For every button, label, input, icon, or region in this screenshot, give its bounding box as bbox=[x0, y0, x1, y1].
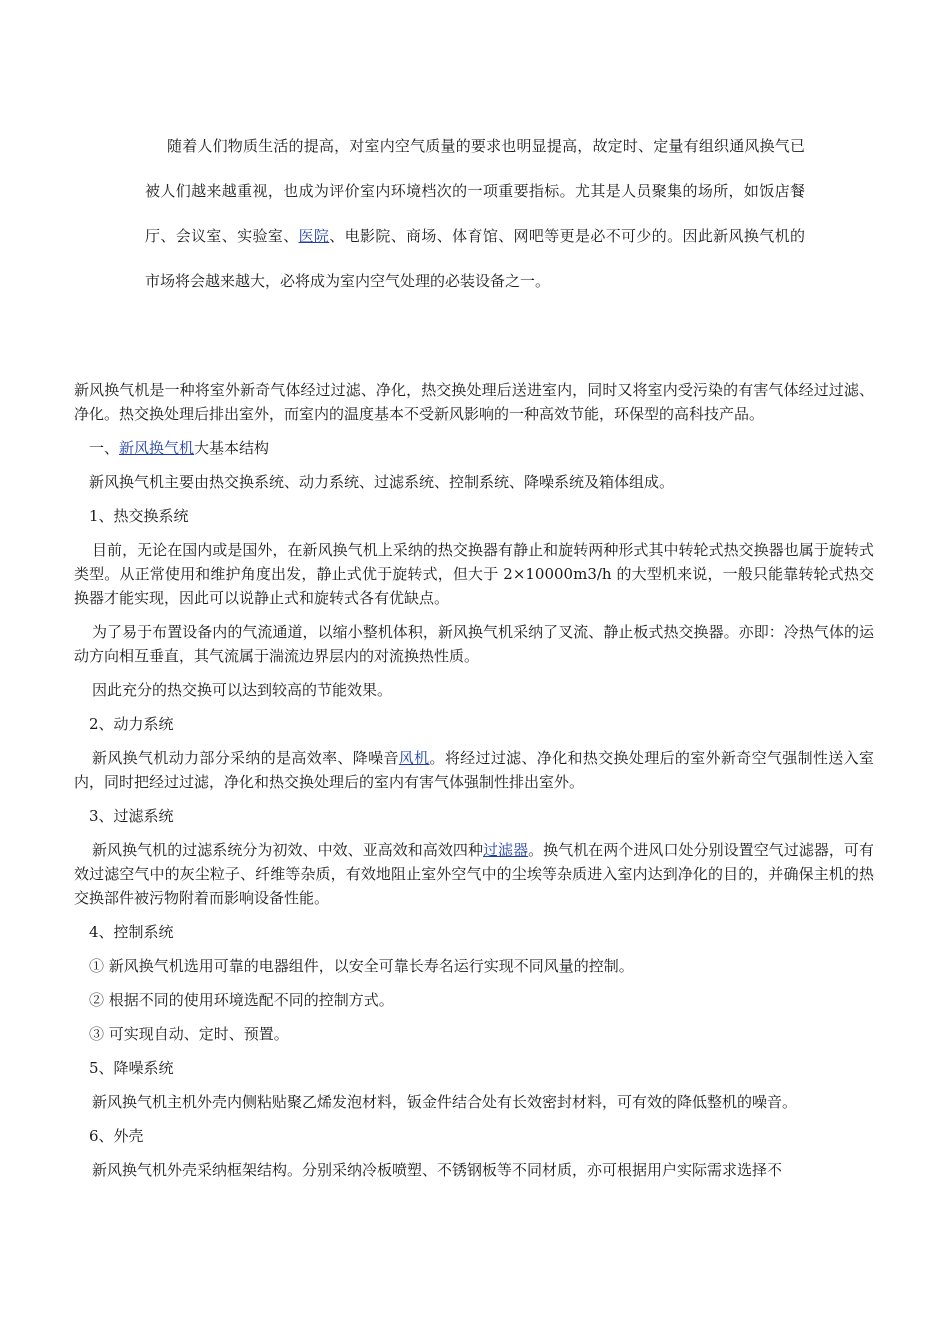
fan-link[interactable]: 风机 bbox=[398, 749, 430, 767]
control-item-1: ① 新风换气机选用可靠的电器组件，以安全可靠长寿名运行实现不同风量的控制。 bbox=[89, 957, 634, 975]
section-heading-basic-structure bbox=[74, 436, 874, 460]
heat-exchange-paragraph-1: 目前，无论在国内或是国外，在新风换气机上采纳的热交换器有静止和旋转两种形式其中转轮式热交换器也属于旋转式类型。从正常使用和维护角度出发，静止式优于旋转式，但大于 2×10000m3/h 的大型机来说，一般只能靠转轮式热交换器才能实现，因此可以说静止式和旋转式各有优缺点。 bbox=[74, 541, 874, 607]
power-system-paragraph bbox=[74, 746, 874, 794]
heat-exchange-paragraph-2: 为了易于布置设备内的气流通道，以缩小整机体积，新风换气机采纳了叉流、静止板式热交换器。亦即：冷热气体的运动方向相互垂直，其气流属于湍流边界层内的对流换热性质。 bbox=[74, 623, 874, 665]
shell-heading: 6、外壳 bbox=[89, 1127, 144, 1145]
filter-link[interactable]: 过滤器 bbox=[483, 841, 529, 859]
hospital-link[interactable]: 医院 bbox=[298, 227, 330, 245]
document-body bbox=[74, 378, 874, 1192]
section-heading-suffix: 大基本结构 bbox=[194, 439, 270, 457]
definition-paragraph: 新风换气机是一种将室外新奇气体经过过滤、净化，热交换处理后送进室内，同时又将室内受污染的有害气体经过过滤、净化。热交换处理后排出室外，而室内的温度基本不受新风影响的一种高效节能，环保型的高科技产品。 bbox=[74, 381, 874, 423]
intro-paragraph bbox=[145, 124, 805, 304]
fresh-air-ventilator-link[interactable]: 新风换气机 bbox=[119, 439, 195, 457]
intro-text-after: 、电影院、商场、体育馆、网吧等更是必不可少的。因此新风换气机的市场将会越来越大，必将成为室内空气处理的必装设备之一。 bbox=[145, 227, 805, 290]
filter-system-paragraph bbox=[74, 838, 874, 910]
filter-text-after: 。换气机在两个进风口处分别设置空气过滤器，可有效过滤空气中的灰尘粒子、纤维等杂质，有效地阻止室外空气中的尘埃等杂质进入室内达到净化的目的，并确保主机的热交换部件被污物附着而影响设备性能。 bbox=[74, 841, 874, 907]
heat-exchange-paragraph-3: 因此充分的热交换可以达到较高的节能效果。 bbox=[92, 681, 393, 699]
power-text-before: 新风换气机动力部分采纳的是高效率、降噪音 bbox=[92, 749, 399, 767]
heat-exchange-heading: 1、热交换系统 bbox=[89, 507, 189, 525]
filter-system-heading: 3、过滤系统 bbox=[89, 807, 174, 825]
control-item-2: ② 根据不同的使用环境选配不同的控制方式。 bbox=[89, 991, 394, 1009]
control-item-3: ③ 可实现自动、定时、预置。 bbox=[89, 1025, 289, 1043]
control-system-heading: 4、控制系统 bbox=[89, 923, 174, 941]
noise-system-paragraph: 新风换气机主机外壳内侧粘贴聚乙烯发泡材料，钣金件结合处有长效密封材料，可有效的降低整机的噪音。 bbox=[92, 1093, 798, 1111]
noise-system-heading: 5、降噪系统 bbox=[89, 1059, 174, 1077]
shell-paragraph: 新风换气机外壳采纳框架结构。分别采纳冷板喷塑、不锈钢板等不同材质，亦可根据用户实际需求选择不 bbox=[92, 1161, 783, 1179]
power-system-heading: 2、动力系统 bbox=[89, 715, 174, 733]
filter-text-before: 新风换气机的过滤系统分为初效、中效、亚高效和高效四种 bbox=[92, 841, 483, 859]
intro-text-before: 随着人们物质生活的提高，对室内空气质量的要求也明显提高，故定时、定量有组织通风换气已被人们越来越重视，也成为评价室内环境档次的一项重要指标。尤其是人员聚集的场所，如饭店餐厅、会议室、实验室、 bbox=[145, 137, 805, 245]
power-text-after: 。将经过过滤、净化和热交换处理后的室外新奇空气强制性送入室内，同时把经过过滤，净化和热交换处理后的室内有害气体强制性排出室外。 bbox=[74, 749, 874, 791]
overview-paragraph: 新风换气机主要由热交换系统、动力系统、过滤系统、控制系统、降噪系统及箱体组成。 bbox=[89, 473, 675, 491]
section-heading-prefix: 一、 bbox=[89, 439, 120, 457]
